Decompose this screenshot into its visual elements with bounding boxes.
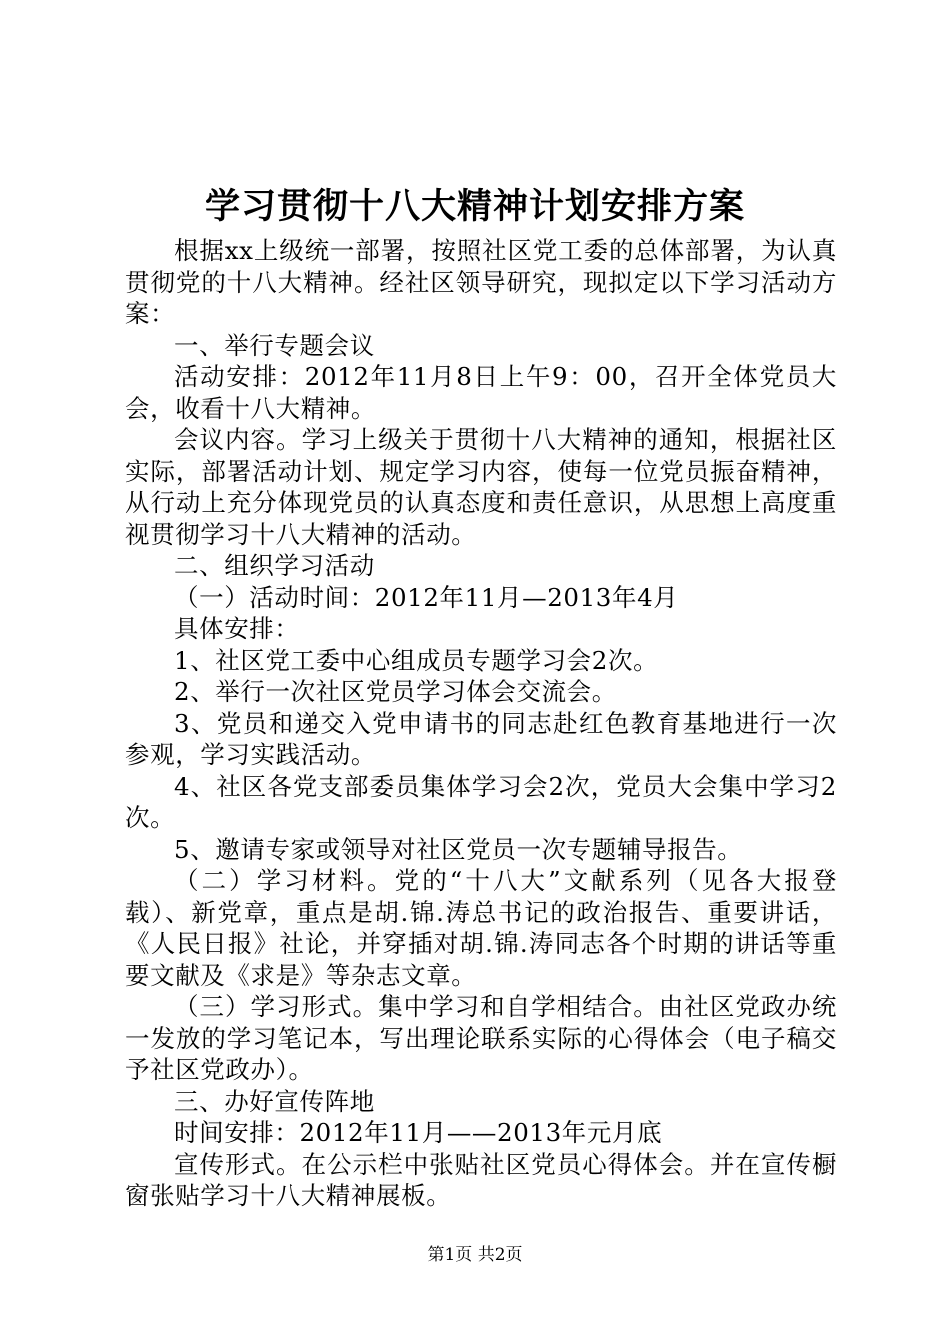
document-title: 学习贯彻十八大精神计划安排方案 — [204, 186, 745, 227]
list-item-5: 5、邀请专家或领导对社区党员一次专题辅导报告。 — [174, 834, 743, 864]
paragraph-study-form: （三）学习形式。集中学习和自学相结合。由社区党政办统一发放的学习笔记本，写出理论联系实际的心得体会（电子稿交予社区党政办）。 — [125, 992, 837, 1084]
paragraph-time-arrangement: 时间安排：2012年11月——2013年元月底 — [174, 1118, 663, 1147]
heading-section-3: 三、办好宣传阵地 — [174, 1086, 375, 1116]
paragraph-study-materials: （二）学习材料。党的“十八大”文献系列（见各大报登载）、新党章，重点是胡.锦.涛总书记的政治报告、重要讲话，《人民日报》社论，并穿插对胡.锦.涛同志各个时期的讲话等重要文献及《求是》等杂志文章。 — [125, 866, 837, 990]
paragraph-publicity-form: 宣传形式。在公示栏中张贴社区党员心得体会。并在宣传橱窗张贴学习十八大精神展板。 — [125, 1149, 837, 1210]
list-item-1: 1、社区党工委中心组成员专题学习会2次。 — [174, 645, 659, 675]
page-number-footer: 第1页 共2页 — [427, 1245, 523, 1265]
paragraph-intro: 根据xx上级统一部署，按照社区党工委的总体部署，为认真贯彻党的十八大精神。经社区领导研究，现拟定以下学习活动方案： — [125, 236, 837, 328]
list-item-3: 3、党员和递交入党申请书的同志赴红色教育基地进行一次参观，学习实践活动。 — [125, 708, 837, 769]
list-item-2: 2、举行一次社区党员学习体会交流会。 — [174, 677, 617, 706]
heading-section-1: 一、举行专题会议 — [174, 330, 375, 360]
paragraph-meeting-content: 会议内容。学习上级关于贯彻十八大精神的通知，根据社区实际，部署活动计划、规定学习内容，使每一位党员振奋精神，从行动上充分体现党员的认真态度和责任意识，从思想上高度重视贯彻学习十八大精神的活动。 — [125, 425, 837, 549]
paragraph-specific-arrangements: 具体安排： — [174, 614, 300, 643]
paragraph-activity-time: （一）活动时间：2012年11月—2013年4月 — [174, 582, 679, 612]
heading-section-2: 二、组织学习活动 — [174, 551, 375, 580]
paragraph-activity-schedule: 活动安排：2012年11月8日上午9：00，召开全体党员大会，收看十八大精神。 — [125, 362, 837, 423]
list-item-4: 4、社区各党支部委员集体学习会2次，党员大会集中学习2次。 — [125, 771, 837, 832]
document-body — [125, 235, 837, 1212]
